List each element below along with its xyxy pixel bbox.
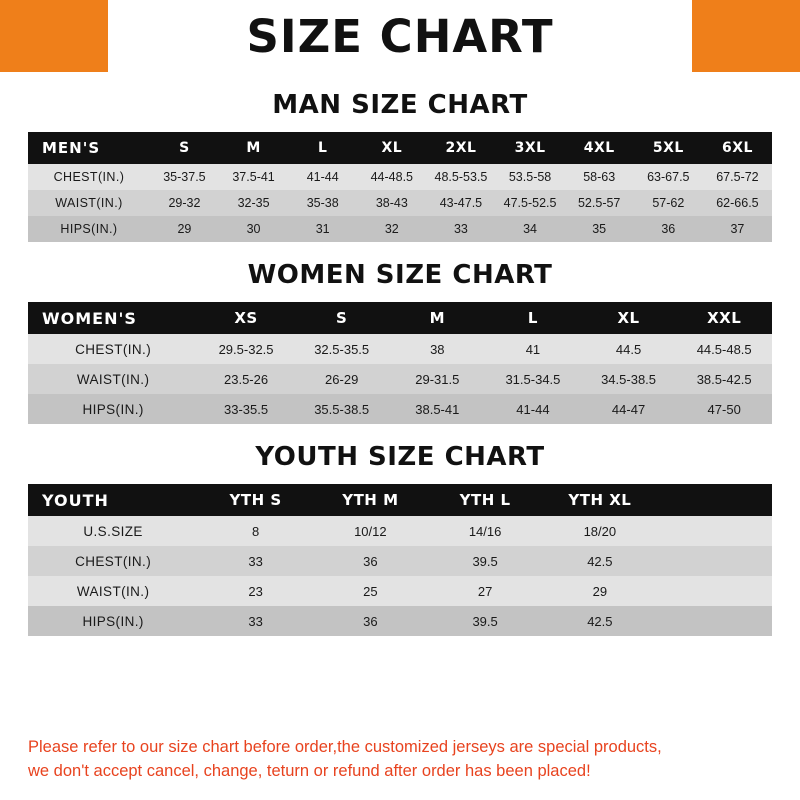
cell: 58-63	[583, 170, 616, 184]
cell-empty	[657, 606, 772, 636]
cell: 18/20	[583, 523, 617, 539]
cell: 35.5-38.5	[314, 401, 370, 417]
table-row	[28, 334, 772, 364]
table-row	[28, 606, 772, 636]
cell: 29	[592, 583, 608, 599]
cell: 14/16	[468, 523, 502, 539]
column-header: 4XL	[583, 140, 615, 156]
cell: 35	[592, 222, 607, 236]
cell: 33-35.5	[224, 401, 269, 417]
table-row	[28, 216, 772, 242]
column-header: 6XL	[721, 140, 753, 156]
cell: 41-44	[306, 170, 339, 184]
table-row	[28, 394, 772, 424]
cell: 38-43	[375, 196, 408, 210]
cell: 42.5	[587, 553, 613, 569]
column-header-empty	[657, 484, 772, 516]
row-header: HIPS(IN.)	[60, 222, 118, 236]
column-header: 2XL	[445, 140, 477, 156]
cell: 29	[177, 222, 192, 236]
column-header: S	[179, 140, 190, 156]
cell: 44-48.5	[370, 170, 414, 184]
cell: 10/12	[354, 523, 387, 539]
cell: 27	[477, 583, 493, 599]
banner-accent-right	[692, 0, 800, 72]
cell: 29.5-32.5	[218, 341, 274, 357]
cell-empty	[657, 516, 772, 546]
cell: 30	[246, 222, 261, 236]
cell: 52.5-57	[577, 196, 621, 210]
column-header: YOUTH	[42, 490, 109, 510]
row-header: U.S.SIZE	[83, 523, 143, 539]
cell: 31	[315, 222, 330, 236]
table-header-row	[28, 484, 772, 516]
banner-accent-left	[0, 0, 108, 72]
table-header-row	[28, 132, 772, 164]
disclaimer-note	[28, 736, 778, 784]
women-size-table	[28, 302, 772, 424]
column-header: WOMEN'S	[42, 308, 137, 328]
cell: 33	[248, 613, 263, 629]
youth-section-heading: YOUTH SIZE CHART	[255, 442, 545, 472]
row-header: HIPS(IN.)	[82, 401, 144, 417]
disclaimer-line-2: we don't accept cancel, change, teturn or refund after order has been placed!	[28, 762, 591, 781]
banner-title-area	[108, 0, 692, 72]
cell: 36	[661, 222, 676, 236]
page-title: SIZE CHART	[246, 9, 554, 63]
column-header: 5XL	[652, 140, 684, 156]
cell: 37	[730, 222, 745, 236]
cell: 31.5-34.5	[505, 371, 561, 387]
men-size-table	[28, 132, 772, 242]
cell: 36	[363, 613, 378, 629]
cell: 38	[430, 341, 445, 357]
cell: 62-66.5	[716, 196, 759, 210]
youth-size-table	[28, 484, 772, 636]
cell: 42.5	[587, 613, 613, 629]
cell: 41	[525, 341, 541, 357]
column-header: YTH S	[229, 491, 282, 509]
cell: 29-32	[168, 196, 201, 210]
women-table-wrap	[28, 302, 772, 424]
cell: 39.5	[472, 553, 498, 569]
men-table-wrap	[28, 132, 772, 242]
cell: 41-44	[516, 401, 550, 417]
cell: 44-47	[611, 401, 646, 417]
column-header: M	[429, 309, 446, 327]
men-section-heading: MAN SIZE CHART	[272, 90, 528, 120]
column-header: XL	[381, 140, 403, 156]
cell: 33	[248, 553, 263, 569]
cell: 35-37.5	[163, 170, 206, 184]
table-row	[28, 164, 772, 190]
cell: 44.5-48.5	[696, 341, 752, 357]
cell: 63-67.5	[647, 170, 690, 184]
cell-empty	[657, 576, 772, 606]
cell: 25	[363, 583, 378, 599]
youth-table-wrap	[28, 484, 772, 636]
cell: 43-47.5	[439, 196, 483, 210]
cell: 47.5-52.5	[503, 196, 557, 210]
disclaimer-line-1: Please refer to our size chart before order,the customized jerseys are special products,	[28, 738, 662, 757]
cell: 34.5-38.5	[601, 371, 657, 387]
column-header: S	[336, 309, 348, 327]
column-header: YTH M	[342, 491, 399, 509]
column-header: YTH L	[459, 491, 511, 509]
cell: 32.5-35.5	[314, 341, 370, 357]
row-header: CHEST(IN.)	[53, 170, 125, 184]
table-header-row	[28, 302, 772, 334]
cell: 32-35	[237, 196, 270, 210]
cell: 35-38	[306, 196, 339, 210]
row-header: WAIST(IN.)	[55, 196, 123, 210]
row-header: HIPS(IN.)	[82, 613, 144, 629]
cell: 29-31.5	[415, 371, 460, 387]
column-header: XL	[617, 309, 640, 327]
cell: 32	[384, 222, 399, 236]
row-header: CHEST(IN.)	[75, 341, 152, 357]
cell: 23	[248, 583, 263, 599]
table-row	[28, 576, 772, 606]
cell: 8	[251, 523, 260, 539]
column-header: L	[527, 309, 538, 327]
cell-empty	[657, 546, 772, 576]
row-header: WAIST(IN.)	[76, 371, 150, 387]
cell: 37.5-41	[232, 170, 275, 184]
row-header: CHEST(IN.)	[75, 553, 152, 569]
table-row	[28, 546, 772, 576]
table-row	[28, 516, 772, 546]
header-banner	[0, 0, 800, 72]
cell: 48.5-53.5	[434, 170, 488, 184]
cell: 47-50	[707, 401, 741, 417]
cell: 34	[523, 222, 538, 236]
women-section-heading: WOMEN SIZE CHART	[247, 260, 553, 290]
cell: 39.5	[472, 613, 498, 629]
column-header: XXL	[707, 309, 742, 327]
table-row	[28, 190, 772, 216]
cell: 44.5	[615, 341, 642, 357]
cell: 67.5-72	[716, 170, 759, 184]
cell: 53.5-58	[508, 170, 552, 184]
cell: 23.5-26	[224, 371, 269, 387]
cell: 36	[363, 553, 378, 569]
column-header: MEN'S	[42, 139, 101, 157]
cell: 38.5-41	[415, 401, 460, 417]
column-header: L	[317, 140, 328, 156]
column-header: YTH XL	[568, 491, 632, 509]
cell: 33	[453, 222, 468, 236]
cell: 38.5-42.5	[696, 371, 752, 387]
column-header: XS	[234, 309, 258, 327]
cell: 57-62	[652, 196, 685, 210]
column-header: M	[246, 140, 261, 156]
column-header: 3XL	[514, 140, 546, 156]
row-header: WAIST(IN.)	[76, 583, 150, 599]
cell: 26-29	[325, 371, 359, 387]
table-row	[28, 364, 772, 394]
